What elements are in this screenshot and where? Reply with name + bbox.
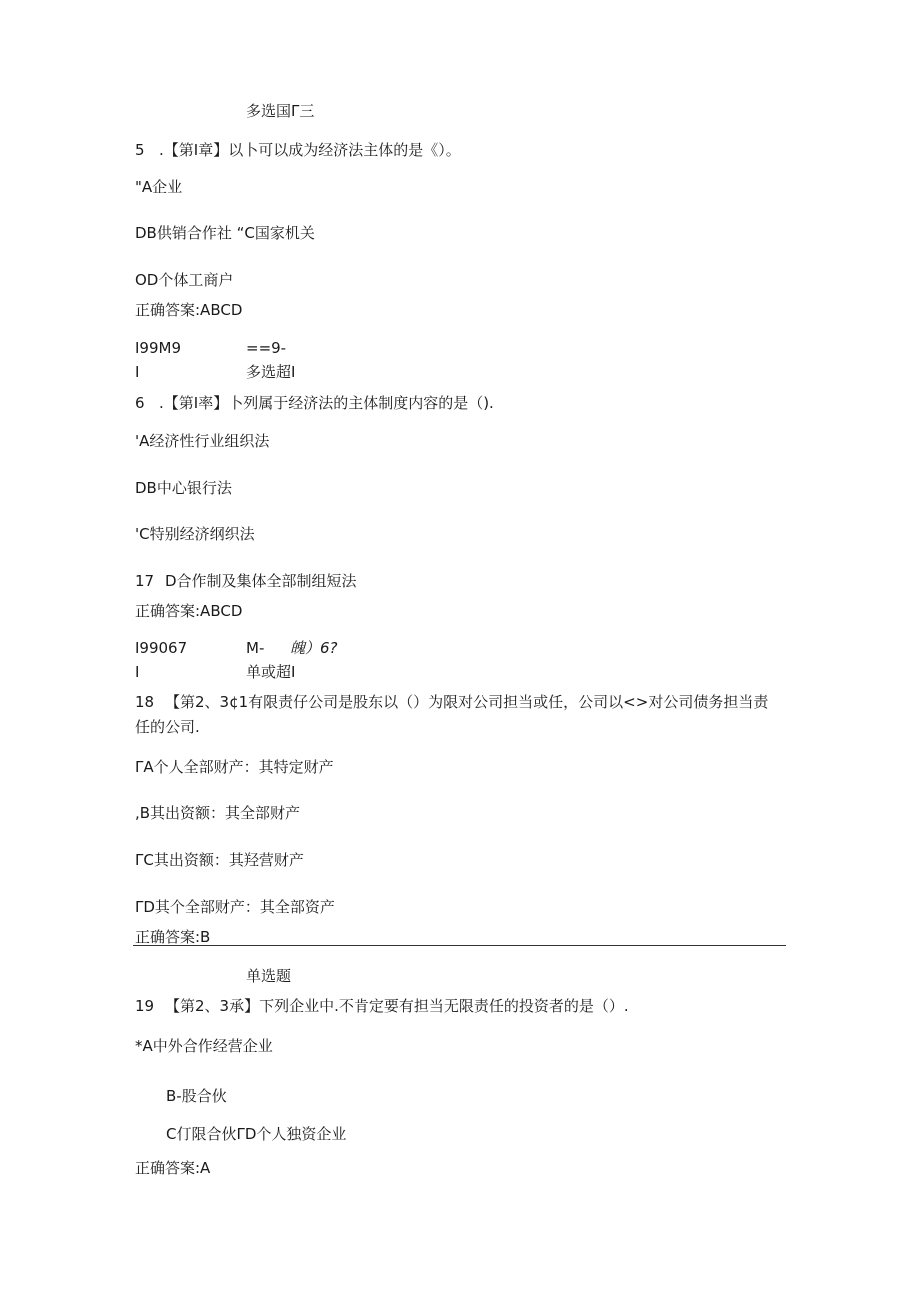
option-a: 'A经济性行业组织法 xyxy=(135,432,270,450)
option-c: 'C特别经济纲织法 xyxy=(135,525,255,543)
section-type-label: 多选超I xyxy=(246,363,296,381)
option-d-prefix: 17 xyxy=(135,572,155,590)
horizontal-divider xyxy=(133,945,786,946)
option-b-c: DB供销合作社 “C国家机关 xyxy=(135,224,315,242)
answer-text: 正确答案:ABCD xyxy=(135,301,243,319)
option-c-d: C仃限合伙ΓD个人独资企业 xyxy=(166,1125,347,1143)
answer-text: 正确答案:B xyxy=(135,928,211,946)
answer-text: 正确答案:ABCD xyxy=(135,602,243,620)
option-a: "A企业 xyxy=(135,178,183,196)
question-text: .【第I率】卜列属于经济法的主体制度内容的是（). xyxy=(159,394,494,412)
meta-symbols: ==9- xyxy=(246,339,287,357)
option-d: OD个体工商户 xyxy=(135,271,234,289)
option-a: ΓA个人全部财产：其特定财产 xyxy=(135,758,334,776)
option-d: D合作制及集体全部制组短法 xyxy=(165,572,357,590)
option-b: ,B其出资额：其全部财产 xyxy=(135,804,301,822)
meta-mark: I xyxy=(135,663,140,681)
section-type-label: 单选题 xyxy=(246,967,292,985)
option-b: B-股合伙 xyxy=(166,1087,227,1105)
answer-text: 正确答案:A xyxy=(135,1159,211,1177)
option-a: *A中外合作经营企业 xyxy=(135,1037,273,1055)
question-text: 【第2、3承】下列企业中.不肯定要有担当无限责任的投资者的是（）. xyxy=(165,997,629,1015)
question-text: .【第I章】以卜可以成为经济法主体的是《）。 xyxy=(159,141,461,159)
question-number: 6 xyxy=(135,394,145,412)
question-number: 18 xyxy=(135,693,155,711)
meta-extra: 魄）6? xyxy=(290,639,338,657)
meta-symbols: M- xyxy=(246,639,265,657)
meta-mark: I xyxy=(135,363,140,381)
section-type-label: 多选国Γ三 xyxy=(246,102,315,120)
option-c: ΓC其出资额：其羟营财产 xyxy=(135,851,304,869)
question-number: 5 xyxy=(135,141,145,159)
question-text-line2: 任的公司. xyxy=(135,718,200,736)
meta-code: I99067 xyxy=(135,639,188,657)
question-number: 19 xyxy=(135,997,155,1015)
meta-code: I99M9 xyxy=(135,339,181,357)
option-d: ΓD其个全部财产：其全部资产 xyxy=(135,898,335,916)
question-text-line1: 【第2、3¢1有限责仔公司是股东以（）为限对公司担当或任，公司以<>对公司债务担当责 xyxy=(165,693,769,711)
option-b: DB中心银行法 xyxy=(135,479,232,497)
section-type-label: 单或超I xyxy=(246,663,296,681)
